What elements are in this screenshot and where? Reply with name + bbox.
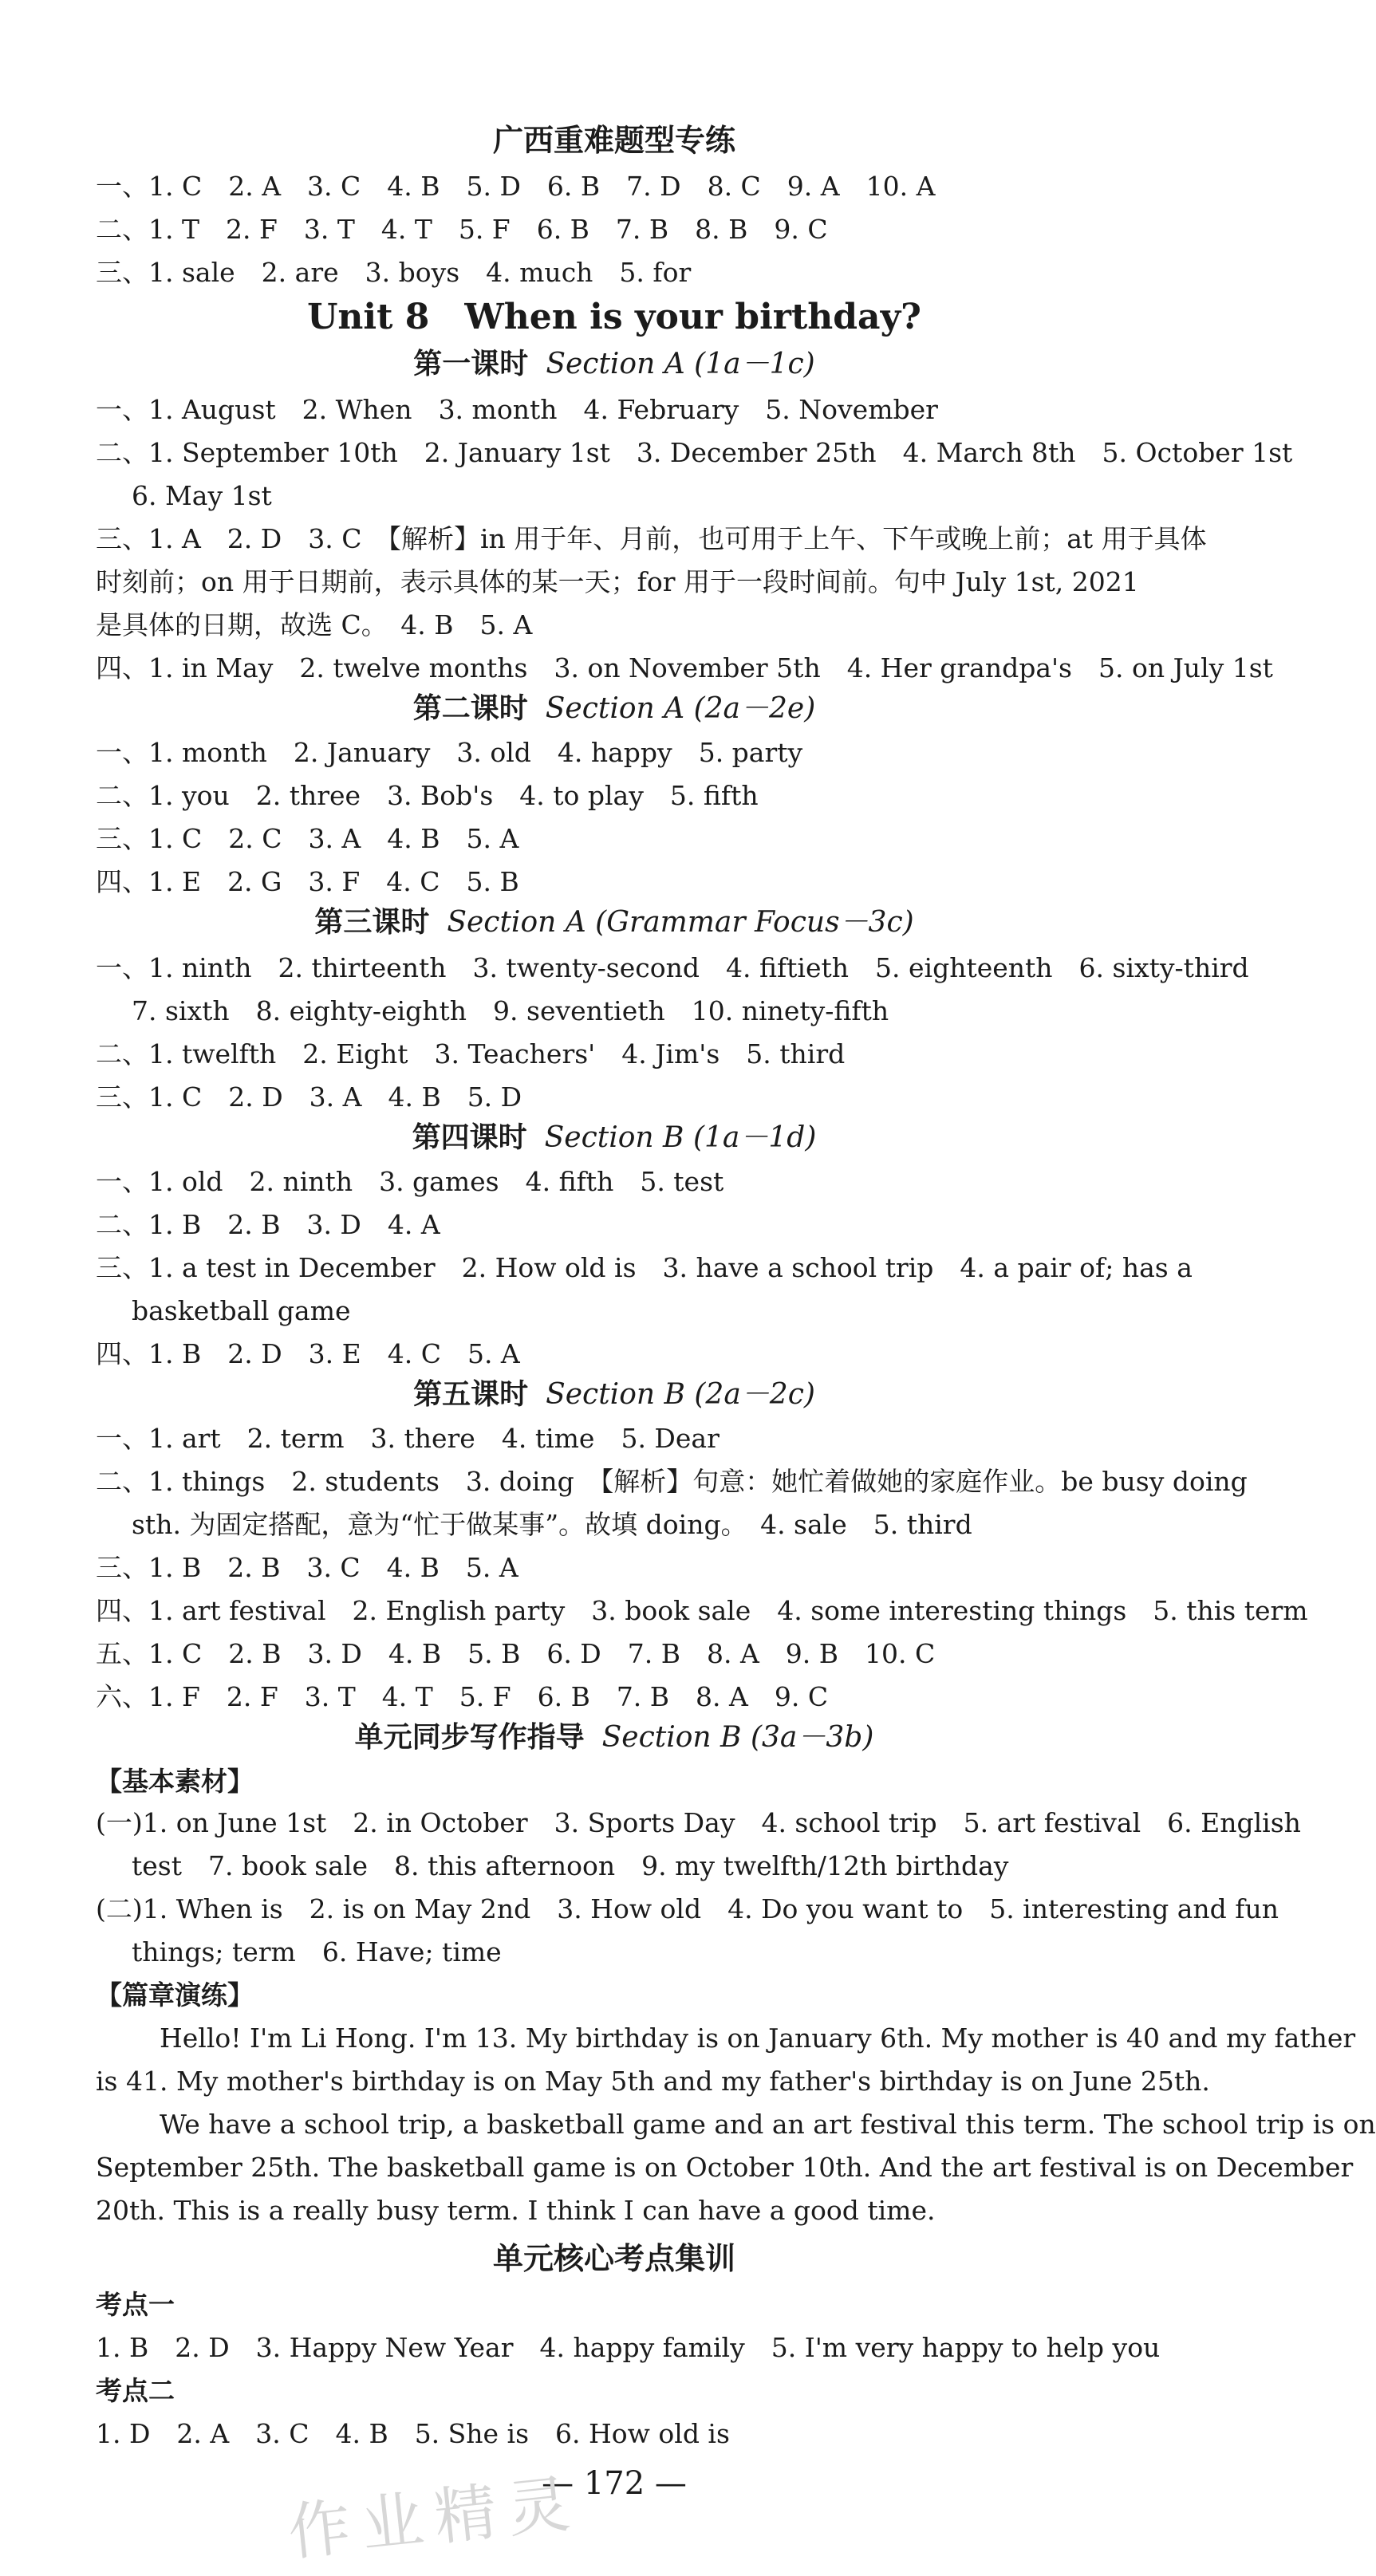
lesson-label: 第四课时	[412, 1121, 527, 1154]
answer-line: 二、1. B 2. B 3. D 4. A	[96, 1209, 440, 1240]
answer-line: 三、1. C 2. D 3. A 4. B 5. D	[96, 1081, 522, 1113]
answer-line: 二、1. you 2. three 3. Bob's 4. to play 5. fifth	[96, 780, 759, 811]
answer-line: 六、1. F 2. F 3. T 4. T 5. F 6. B 7. B 8. A 9. C	[96, 1681, 829, 1712]
watermark: 作业精灵	[285, 2467, 585, 2570]
answer-line: 三、1. sale 2. are 3. boys 4. much 5. for	[96, 257, 692, 288]
answer-line: 一、1. month 2. January 3. old 4. happy 5. party	[96, 737, 803, 768]
answer-line: 三、1. B 2. B 3. C 4. B 5. A	[96, 1552, 518, 1583]
answer-line: 一、1. art 2. term 3. there 4. time 5. Dear	[96, 1423, 720, 1454]
basic-material-label: 【基本素材】	[96, 1766, 254, 1797]
answer-line: 是具体的日期，故选 C。 4. B 5. A	[96, 609, 533, 640]
answer-line: 6. May 1st	[132, 480, 272, 511]
answer-line: 三、1. C 2. C 3. A 4. B 5. A	[96, 823, 519, 854]
essay-line: We have a school trip, a basketball game and an art festival this term. The school trip is on	[160, 2109, 1376, 2140]
section-heading	[0, 343, 1228, 385]
answer-line: 二、1. September 10th 2. January 1st 3. December 25th 4. March 8th 5. October 1st	[96, 437, 1293, 468]
answer-line: test 7. book sale 8. this afternoon 9. my twelfth/12th birthday	[132, 1850, 1009, 1881]
answer-line: 二、1. T 2. F 3. T 4. T 5. F 6. B 7. B 8. B 9. C	[96, 214, 828, 245]
answer-line: 7. sixth 8. eighty-eighth 9. seventieth 10. ninety-fifth	[132, 995, 889, 1026]
answer-line: 一、1. C 2. A 3. C 4. B 5. D 6. B 7. D 8. C 9. A 10. A	[96, 171, 936, 202]
answer-line: 三、1. a test in December 2. How old is 3. have a school trip 4. a pair of; has a	[96, 1252, 1193, 1283]
answer-line: 五、1. C 2. B 3. D 4. B 5. B 6. D 7. B 8. A 9. B 10. C	[96, 1638, 936, 1669]
writing-label: 单元同步写作指导	[354, 1720, 585, 1754]
section-heading	[0, 1716, 1228, 1759]
answer-line: 三、1. A 2. D 3. C 【解析】in 用于年、月前，也可用于上午、下午或晚上前；at 用于具体	[96, 523, 1207, 554]
section-heading	[0, 1117, 1228, 1159]
answer-line: 四、1. art festival 2. English party 3. book sale 4. some interesting things 5. this term	[96, 1595, 1308, 1626]
section-label: Section B (1a－1d)	[544, 1121, 817, 1154]
section-heading	[0, 687, 1228, 730]
section-label: Section A (2a－2e)	[545, 692, 816, 725]
answer-line: 四、1. B 2. D 3. E 4. C 5. A	[96, 1338, 520, 1369]
key-point-label: 考点一	[96, 2289, 175, 2320]
section-label: Section B (3a－3b)	[601, 1721, 874, 1754]
answer-line: 1. D 2. A 3. C 4. B 5. She is 6. How old is	[96, 2418, 730, 2449]
lesson-label: 第一课时	[413, 347, 529, 380]
answer-line: 一、1. ninth 2. thirteenth 3. twenty-second 4. fiftieth 5. eighteenth 6. sixty-third	[96, 952, 1249, 983]
key-point-label: 考点二	[96, 2375, 175, 2406]
answer-line: 一、1. old 2. ninth 3. games 4. fifth 5. test	[96, 1166, 724, 1197]
section-heading	[0, 901, 1228, 943]
lesson-label: 第三课时	[314, 905, 430, 939]
answer-line: 四、1. in May 2. twelve months 3. on November 5th 4. Her grandpa's 5. on July 1st	[96, 652, 1273, 683]
section-label: Section A (1a－1c)	[546, 348, 815, 380]
core-title: 单元核心考点集训	[492, 2240, 735, 2276]
section-label: Section B (2a－2c)	[546, 1378, 815, 1411]
answer-line: basketball game	[132, 1295, 351, 1326]
answer-line: (一)1. on June 1st 2. in October 3. Sports Day 4. school trip 5. art festival 6. English	[96, 1807, 1301, 1838]
lesson-label: 第二课时	[412, 691, 528, 725]
essay-practice-label: 【篇章演练】	[96, 1979, 254, 2011]
unit-title: Unit 8 When is your birthday?	[307, 297, 921, 337]
answer-line: 二、1. twelfth 2. Eight 3. Teachers' 4. Jim's 5. third	[96, 1038, 846, 1069]
answer-line: 时刻前；on 用于日期前，表示具体的某一天；for 用于一段时间前。句中 July 1st, 2021	[96, 566, 1139, 597]
answer-line: 二、1. things 2. students 3. doing 【解析】句意：她忙着做她的家庭作业。be busy doing	[96, 1466, 1248, 1497]
answer-line: (二)1. When is 2. is on May 2nd 3. How old 4. Do you want to 5. interesting and fun	[96, 1893, 1279, 1924]
answer-line: 一、1. August 2. When 3. month 4. February 5. November	[96, 394, 938, 425]
answer-line: sth. 为固定搭配，意为“忙于做某事”。故填 doing。 4. sale 5. third	[132, 1509, 972, 1540]
essay-line: 20th. This is a really busy term. I think I can have a good time.	[96, 2195, 936, 2226]
answer-line: 1. B 2. D 3. Happy New Year 4. happy family 5. I'm very happy to help you	[96, 2332, 1161, 2363]
essay-line: is 41. My mother's birthday is on May 5th and my father's birthday is on June 25th.	[96, 2066, 1210, 2097]
essay-line: September 25th. The basketball game is on October 10th. And the art festival is on December	[96, 2152, 1354, 2183]
section-heading	[0, 1373, 1228, 1416]
answer-line: 四、1. E 2. G 3. F 4. C 5. B	[96, 866, 519, 897]
lesson-label: 第五课时	[413, 1377, 529, 1411]
section-label: Section A (Grammar Focus－3c)	[447, 906, 914, 939]
answer-line: things; term 6. Have; time	[132, 1936, 502, 1967]
heading-guangxi: 广西重难题型专练	[492, 122, 735, 158]
page-number: — 172 —	[542, 2465, 687, 2502]
essay-line: Hello! I'm Li Hong. I'm 13. My birthday is on January 6th. My mother is 40 and my father	[160, 2023, 1356, 2054]
